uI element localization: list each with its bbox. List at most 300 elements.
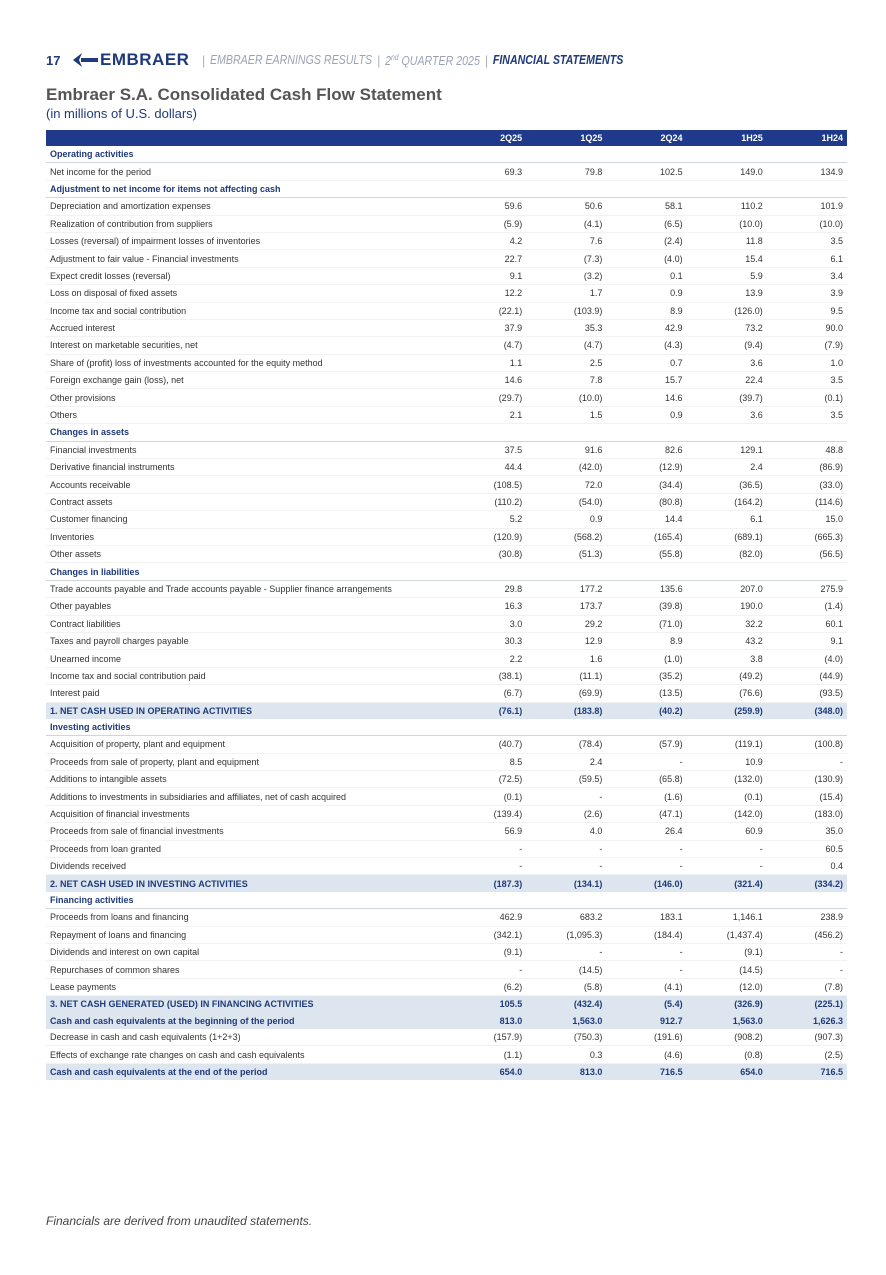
cell-value: - — [767, 961, 847, 978]
cell-value: (114.6) — [767, 493, 847, 510]
cell-value: (4.0) — [606, 250, 686, 267]
cell-value — [687, 180, 767, 197]
cell-value: (119.1) — [687, 736, 767, 753]
section-header-row — [46, 424, 847, 441]
cell-value: 72.0 — [526, 476, 606, 493]
cell-value: (146.0) — [606, 875, 686, 892]
row-label: Dividends and interest on own capital — [46, 943, 446, 960]
table-row — [46, 215, 847, 232]
page-header — [46, 50, 846, 70]
cell-value — [687, 146, 767, 163]
cell-value — [446, 563, 526, 580]
cell-value: - — [606, 858, 686, 875]
cell-value — [446, 180, 526, 197]
page-subtitle: (in millions of U.S. dollars) — [46, 106, 197, 121]
cell-value: (49.2) — [687, 667, 767, 684]
cell-value: (165.4) — [606, 528, 686, 545]
table-row — [46, 476, 847, 493]
cell-value: 3.5 — [767, 406, 847, 423]
cell-value: (1.6) — [606, 788, 686, 805]
table-row — [46, 771, 847, 788]
cell-value: 1.7 — [526, 285, 606, 302]
cell-value: (2.4) — [606, 232, 686, 249]
table-row — [46, 319, 847, 336]
breadcrumb-separator: | — [202, 53, 206, 68]
cell-value — [606, 424, 686, 441]
cell-value: 190.0 — [687, 598, 767, 615]
cell-value: (57.9) — [606, 736, 686, 753]
row-label: Lease payments — [46, 978, 446, 995]
cell-value: 3.6 — [687, 406, 767, 423]
row-label: Decrease in cash and cash equivalents (1+2+3) — [46, 1029, 446, 1046]
cell-value: 15.0 — [767, 511, 847, 528]
cell-value: (22.1) — [446, 302, 526, 319]
cell-value: 8.9 — [606, 302, 686, 319]
row-label: Income tax and social contribution — [46, 302, 446, 319]
cell-value: 4.0 — [526, 823, 606, 840]
cell-value: 6.1 — [687, 511, 767, 528]
cell-value: 1,146.1 — [687, 909, 767, 926]
cell-value: 9.1 — [446, 267, 526, 284]
cell-value: (108.5) — [446, 476, 526, 493]
row-label: Contract liabilities — [46, 615, 446, 632]
cell-value: 716.5 — [606, 1063, 686, 1080]
cell-value: 60.9 — [687, 823, 767, 840]
cell-value — [526, 424, 606, 441]
cell-value: 0.1 — [606, 267, 686, 284]
cell-value: 32.2 — [687, 615, 767, 632]
cell-value: (157.9) — [446, 1029, 526, 1046]
cell-value: 683.2 — [526, 909, 606, 926]
column-header: 1Q25 — [526, 130, 606, 146]
cell-value: (54.0) — [526, 493, 606, 510]
cell-value: 73.2 — [687, 319, 767, 336]
cell-value: (11.1) — [526, 667, 606, 684]
column-header: 2Q25 — [446, 130, 526, 146]
table-body — [46, 146, 847, 1080]
table-row — [46, 615, 847, 632]
cell-value: 3.8 — [687, 650, 767, 667]
table-row — [46, 389, 847, 406]
cell-value: (183.0) — [767, 805, 847, 822]
cell-value: (100.8) — [767, 736, 847, 753]
cell-value — [687, 892, 767, 909]
cell-value: (86.9) — [767, 459, 847, 476]
table-row — [46, 528, 847, 545]
cell-value: (93.5) — [767, 685, 847, 702]
row-label: Accrued interest — [46, 319, 446, 336]
table-row — [46, 736, 847, 753]
row-label: 3. NET CASH GENERATED (USED) IN FINANCING ACTIVITIES — [46, 996, 446, 1013]
cell-value: 58.1 — [606, 198, 686, 215]
row-label: Loss on disposal of fixed assets — [46, 285, 446, 302]
section-header-row — [46, 563, 847, 580]
cell-value: (120.9) — [446, 528, 526, 545]
cell-value: 813.0 — [446, 1013, 526, 1029]
cell-value: (134.1) — [526, 875, 606, 892]
cash-flow-table — [46, 130, 847, 1080]
cell-value: 0.4 — [767, 858, 847, 875]
cell-value — [446, 424, 526, 441]
row-label: Additions to investments in subsidiaries and affiliates, net of cash acquired — [46, 788, 446, 805]
cell-value: (4.7) — [526, 337, 606, 354]
cell-value: (34.4) — [606, 476, 686, 493]
row-label: Cash and cash equivalents at the end of the period — [46, 1063, 446, 1080]
cell-value: 56.9 — [446, 823, 526, 840]
cell-value — [526, 146, 606, 163]
row-label: Other provisions — [46, 389, 446, 406]
table-row — [46, 285, 847, 302]
table-row — [46, 250, 847, 267]
cell-value: 13.9 — [687, 285, 767, 302]
cell-value: (1.0) — [606, 650, 686, 667]
cell-value: 91.6 — [526, 441, 606, 458]
cell-value: (9.1) — [687, 943, 767, 960]
cell-value: 3.9 — [767, 285, 847, 302]
cell-value: 12.2 — [446, 285, 526, 302]
row-label: Proceeds from loans and financing — [46, 909, 446, 926]
cell-value: 48.8 — [767, 441, 847, 458]
row-label: Proceeds from loan granted — [46, 840, 446, 857]
cell-value: 8.9 — [606, 632, 686, 649]
table-row — [46, 650, 847, 667]
column-header: 1H25 — [687, 130, 767, 146]
row-label: Customer financing — [46, 511, 446, 528]
cell-value: (9.4) — [687, 337, 767, 354]
cell-value: (42.0) — [526, 459, 606, 476]
cell-value: 0.7 — [606, 354, 686, 371]
cell-value: - — [687, 840, 767, 857]
cell-value: 134.9 — [767, 163, 847, 180]
cell-value: (9.1) — [446, 943, 526, 960]
cell-value: 0.9 — [526, 511, 606, 528]
row-label: Trade accounts payable and Trade accounts payable - Supplier finance arrangements — [46, 580, 446, 597]
cell-value: (103.9) — [526, 302, 606, 319]
row-label: Other assets — [46, 545, 446, 562]
cell-value: (56.5) — [767, 545, 847, 562]
row-label: Changes in assets — [46, 424, 446, 441]
row-label: Derivative financial instruments — [46, 459, 446, 476]
cell-value: (907.3) — [767, 1029, 847, 1046]
table-row — [46, 926, 847, 943]
cell-value: 14.4 — [606, 511, 686, 528]
cell-value — [687, 563, 767, 580]
cell-value — [526, 180, 606, 197]
table-row — [46, 267, 847, 284]
cell-value: 9.5 — [767, 302, 847, 319]
cell-value: - — [526, 788, 606, 805]
row-label: Repurchases of common shares — [46, 961, 446, 978]
total-row — [46, 1013, 847, 1029]
cell-value: (7.9) — [767, 337, 847, 354]
cell-value: 22.4 — [687, 372, 767, 389]
cell-value: 102.5 — [606, 163, 686, 180]
cell-value — [446, 719, 526, 736]
cell-value: 16.3 — [446, 598, 526, 615]
row-label: Changes in liabilities — [46, 563, 446, 580]
total-row — [46, 875, 847, 892]
cell-value: (164.2) — [687, 493, 767, 510]
cell-value: 15.4 — [687, 250, 767, 267]
cell-value: 2.5 — [526, 354, 606, 371]
table-row — [46, 406, 847, 423]
table-row — [46, 685, 847, 702]
cell-value: (51.3) — [526, 545, 606, 562]
cell-value: 82.6 — [606, 441, 686, 458]
row-label: Other payables — [46, 598, 446, 615]
row-label: Foreign exchange gain (loss), net — [46, 372, 446, 389]
cell-value: 1,563.0 — [687, 1013, 767, 1029]
cell-value: 7.8 — [526, 372, 606, 389]
cell-value: 9.1 — [767, 632, 847, 649]
cell-value: (689.1) — [687, 528, 767, 545]
cell-value: 50.6 — [526, 198, 606, 215]
cell-value: (13.5) — [606, 685, 686, 702]
cell-value: (132.0) — [687, 771, 767, 788]
cell-value: 11.8 — [687, 232, 767, 249]
embraer-logo-icon — [72, 52, 98, 68]
cell-value: 29.8 — [446, 580, 526, 597]
row-label: Contract assets — [46, 493, 446, 510]
page-number: 17 — [46, 52, 61, 68]
cell-value: (5.9) — [446, 215, 526, 232]
total-row — [46, 702, 847, 719]
row-label: 2. NET CASH USED IN INVESTING ACTIVITIES — [46, 875, 446, 892]
cell-value: (456.2) — [767, 926, 847, 943]
cell-value: 59.6 — [446, 198, 526, 215]
breadcrumb-separator: | — [377, 53, 381, 68]
cell-value — [526, 892, 606, 909]
table-row — [46, 198, 847, 215]
table-row — [46, 493, 847, 510]
cell-value: (14.5) — [526, 961, 606, 978]
row-label: Repayment of loans and financing — [46, 926, 446, 943]
row-label: Share of (profit) loss of investments accounted for the equity method — [46, 354, 446, 371]
cell-value — [767, 424, 847, 441]
row-label: Expect credit losses (reversal) — [46, 267, 446, 284]
cell-value: 1.5 — [526, 406, 606, 423]
cell-value: 43.2 — [687, 632, 767, 649]
cell-value: (908.2) — [687, 1029, 767, 1046]
table-row — [46, 1046, 847, 1063]
row-label: Investing activities — [46, 719, 446, 736]
table-row — [46, 978, 847, 995]
table-row — [46, 1029, 847, 1046]
cell-value: 37.5 — [446, 441, 526, 458]
cell-value — [767, 563, 847, 580]
cell-value: (35.2) — [606, 667, 686, 684]
cell-value — [446, 892, 526, 909]
cell-value: (40.7) — [446, 736, 526, 753]
table-row — [46, 337, 847, 354]
cell-value: 42.9 — [606, 319, 686, 336]
table-row — [46, 372, 847, 389]
cell-value: - — [446, 961, 526, 978]
cell-value: 0.9 — [606, 406, 686, 423]
table-row — [46, 302, 847, 319]
cell-value: (187.3) — [446, 875, 526, 892]
total-row — [46, 996, 847, 1013]
cell-value — [526, 719, 606, 736]
breadcrumb-separator: | — [485, 53, 489, 68]
column-header: 2Q24 — [606, 130, 686, 146]
cell-value — [767, 180, 847, 197]
cell-value: (4.6) — [606, 1046, 686, 1063]
cell-value: (4.7) — [446, 337, 526, 354]
row-label: Adjustment to net income for items not affecting cash — [46, 180, 446, 197]
row-label: Dividends received — [46, 858, 446, 875]
table-row — [46, 753, 847, 770]
cell-value: 173.7 — [526, 598, 606, 615]
row-label: Depreciation and amortization expenses — [46, 198, 446, 215]
cell-value: (139.4) — [446, 805, 526, 822]
cell-value: (191.6) — [606, 1029, 686, 1046]
cell-value: (5.4) — [606, 996, 686, 1013]
row-label: Cash and cash equivalents at the beginning of the period — [46, 1013, 446, 1029]
table-row — [46, 232, 847, 249]
cell-value: (110.2) — [446, 493, 526, 510]
cell-value: (0.1) — [446, 788, 526, 805]
cell-value: (4.1) — [526, 215, 606, 232]
cell-value: (0.8) — [687, 1046, 767, 1063]
cell-value: (33.0) — [767, 476, 847, 493]
row-label: Accounts receivable — [46, 476, 446, 493]
table-row — [46, 163, 847, 180]
cell-value: (40.2) — [606, 702, 686, 719]
cell-value: (12.0) — [687, 978, 767, 995]
cell-value — [606, 719, 686, 736]
row-label: Financing activities — [46, 892, 446, 909]
cell-value: (76.1) — [446, 702, 526, 719]
cell-value: 22.7 — [446, 250, 526, 267]
cell-value: - — [606, 840, 686, 857]
row-label: Acquisition of financial investments — [46, 805, 446, 822]
row-label: Losses (reversal) of impairment losses of inventories — [46, 232, 446, 249]
table-row — [46, 823, 847, 840]
page-title: Embraer S.A. Consolidated Cash Flow Statement — [46, 85, 442, 104]
cell-value: 2.4 — [687, 459, 767, 476]
cell-value: 69.3 — [446, 163, 526, 180]
table-row — [46, 598, 847, 615]
table-row — [46, 788, 847, 805]
breadcrumb-quarter: 2nd QUARTER 2025 — [385, 52, 481, 68]
cell-value: (1,095.3) — [526, 926, 606, 943]
cell-value: (4.3) — [606, 337, 686, 354]
section-header-row — [46, 146, 847, 163]
table-row — [46, 459, 847, 476]
section-header-row — [46, 719, 847, 736]
cell-value: - — [446, 840, 526, 857]
cell-value: 1.6 — [526, 650, 606, 667]
cell-value: (29.7) — [446, 389, 526, 406]
cell-value: 79.8 — [526, 163, 606, 180]
cell-value: 2.1 — [446, 406, 526, 423]
cell-value: - — [687, 858, 767, 875]
cell-value: (6.5) — [606, 215, 686, 232]
cell-value: (334.2) — [767, 875, 847, 892]
section-header-row — [46, 180, 847, 197]
cell-value: (3.2) — [526, 267, 606, 284]
cell-value: (38.1) — [446, 667, 526, 684]
row-label: Realization of contribution from suppliers — [46, 215, 446, 232]
cell-value: 35.0 — [767, 823, 847, 840]
cell-value: 5.9 — [687, 267, 767, 284]
table-row — [46, 632, 847, 649]
cell-value: (130.9) — [767, 771, 847, 788]
cell-value: 90.0 — [767, 319, 847, 336]
cell-value: (225.1) — [767, 996, 847, 1013]
cell-value: 4.2 — [446, 232, 526, 249]
cell-value: (750.3) — [526, 1029, 606, 1046]
cell-value: (7.8) — [767, 978, 847, 995]
table-row — [46, 858, 847, 875]
cell-value: - — [526, 943, 606, 960]
cell-value: (126.0) — [687, 302, 767, 319]
cell-value: (142.0) — [687, 805, 767, 822]
cell-value — [767, 146, 847, 163]
cell-value — [606, 563, 686, 580]
cell-value: 135.6 — [606, 580, 686, 597]
cell-value: (80.8) — [606, 493, 686, 510]
table-row — [46, 805, 847, 822]
cell-value: - — [526, 840, 606, 857]
cell-value: (183.8) — [526, 702, 606, 719]
column-header: 1H24 — [767, 130, 847, 146]
cell-value: (59.5) — [526, 771, 606, 788]
cell-value: - — [767, 943, 847, 960]
cell-value: - — [606, 961, 686, 978]
cell-value: 3.0 — [446, 615, 526, 632]
cell-value: 912.7 — [606, 1013, 686, 1029]
cell-value: - — [526, 858, 606, 875]
total-row — [46, 1063, 847, 1080]
cell-value: 654.0 — [687, 1063, 767, 1080]
cell-value: 10.9 — [687, 753, 767, 770]
row-label: Unearned income — [46, 650, 446, 667]
cell-value — [606, 892, 686, 909]
cell-value: (39.8) — [606, 598, 686, 615]
cell-value — [606, 180, 686, 197]
row-label: Net income for the period — [46, 163, 446, 180]
cell-value: 0.9 — [606, 285, 686, 302]
cell-value: 110.2 — [687, 198, 767, 215]
cell-value — [687, 424, 767, 441]
cell-value: (6.7) — [446, 685, 526, 702]
cell-value: (5.8) — [526, 978, 606, 995]
cell-value: 129.1 — [687, 441, 767, 458]
cell-value: (326.9) — [687, 996, 767, 1013]
row-label: Inventories — [46, 528, 446, 545]
cell-value: (432.4) — [526, 996, 606, 1013]
cell-value: - — [606, 753, 686, 770]
row-label: Financial investments — [46, 441, 446, 458]
cell-value: 26.4 — [606, 823, 686, 840]
cell-value: (7.3) — [526, 250, 606, 267]
cell-value: 44.4 — [446, 459, 526, 476]
cell-value — [687, 719, 767, 736]
footer-note: Financials are derived from unaudited statements. — [46, 1214, 313, 1228]
cell-value: 654.0 — [446, 1063, 526, 1080]
cell-value — [526, 563, 606, 580]
cell-value: (342.1) — [446, 926, 526, 943]
cell-value: 183.1 — [606, 909, 686, 926]
cell-value: (72.5) — [446, 771, 526, 788]
row-label: Adjustment to fair value - Financial investments — [46, 250, 446, 267]
cell-value: 14.6 — [606, 389, 686, 406]
cell-value: (55.8) — [606, 545, 686, 562]
cell-value: (15.4) — [767, 788, 847, 805]
cell-value: 8.5 — [446, 753, 526, 770]
